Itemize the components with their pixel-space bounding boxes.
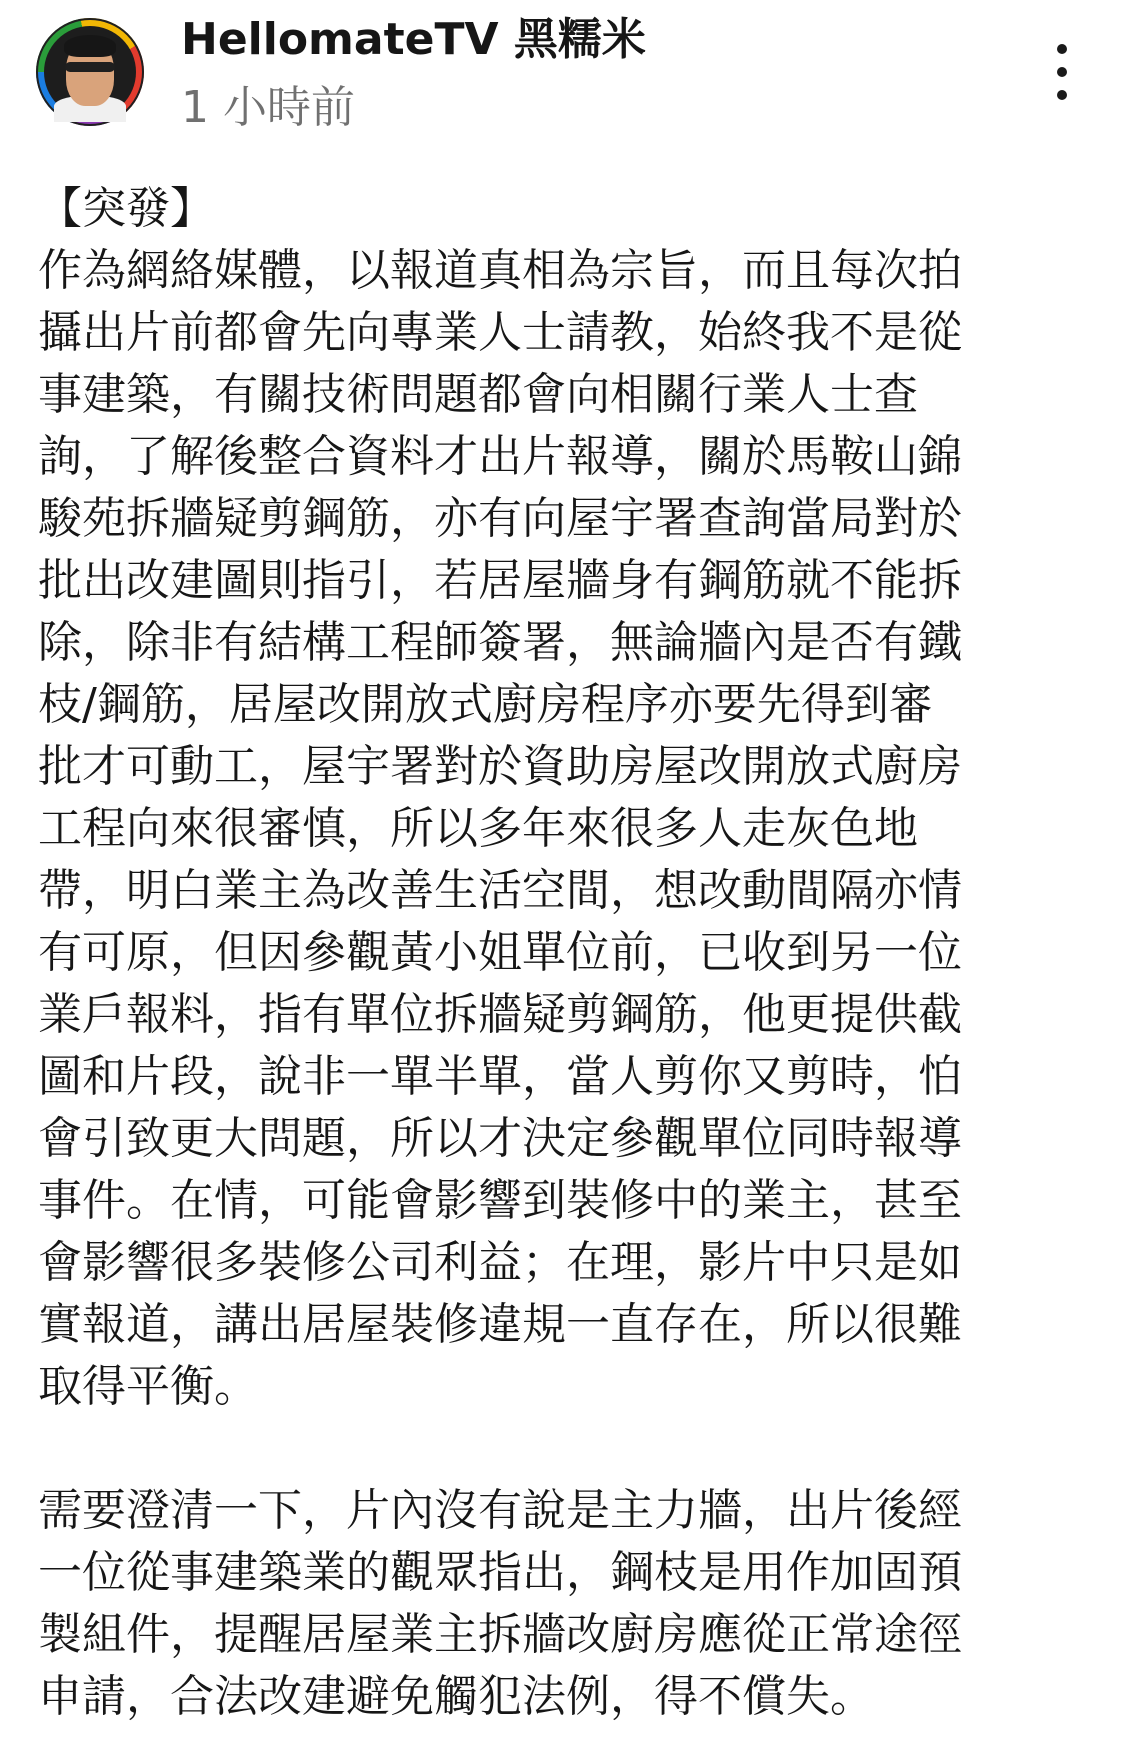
- post-paragraph: 【突發】 作為網絡媒體，以報道真相為宗旨，而且每次拍 攝出片前都會先向專業人士請教，始終我不是從 事建築，有關技術問題都會向相關行業人士查 詢，了解後整合資料才出片報導，關於馬鞍山錦 駿苑拆牆疑剪鋼筋，亦有向屋宇署查詢當局對於 批出改建圖則指引，若居屋牆身有鋼筋就不能拆 除，除非有結構工程師簽署，無論牆內是否有鐵 枝/鋼筋，居屋改開放式廚房程序亦要先得到審 批才可動工，屋宇署對於資助房屋改開放式廚房 工程向來很審慎，所以多年來很多人走灰色地 帶，明白業主為改善生活空間，想改動間隔亦情 有可原，但因參觀黃小姐單位前，已收到另一位 業戶報料，指有單位拆牆疑剪鋼筋，他更提供截 圖和片段，說非一單半單，當人剪你又剪時，怕 會引致更大問題，所以才決定參觀單位同時報導 事件。在情，可能會影響到裝修中的業主，甚至 會影響很多裝修公司利益；在理，影片中只是如 實報道，講出居屋裝修違規一直存在，所以很難 取得平衡。: [38, 183, 962, 1412]
- more-options-button[interactable]: [1050, 44, 1074, 100]
- avatar-hair: [64, 35, 116, 57]
- post-header: [0, 0, 1125, 150]
- avatar-glasses: [65, 62, 115, 72]
- more-vertical-icon: [1057, 67, 1067, 77]
- post-body: [38, 178, 1078, 1728]
- avatar-photo: [44, 26, 136, 118]
- more-vertical-icon: [1057, 44, 1067, 54]
- avatar[interactable]: [36, 18, 144, 126]
- post-paragraph: 需要澄清一下，片內沒有說是主力牆，出片後經 一位從事建築業的觀眾指出，鋼枝是用作加固預 製組件，提醒居屋業主拆牆改廚房應從正常途徑 申請，合法改建避免觸犯法例，得不償失。: [38, 1485, 962, 1722]
- more-vertical-icon: [1057, 90, 1067, 100]
- post-timestamp[interactable]: 1 小時前: [181, 82, 355, 133]
- author-name[interactable]: HellomateTV 黑糯米: [181, 14, 646, 65]
